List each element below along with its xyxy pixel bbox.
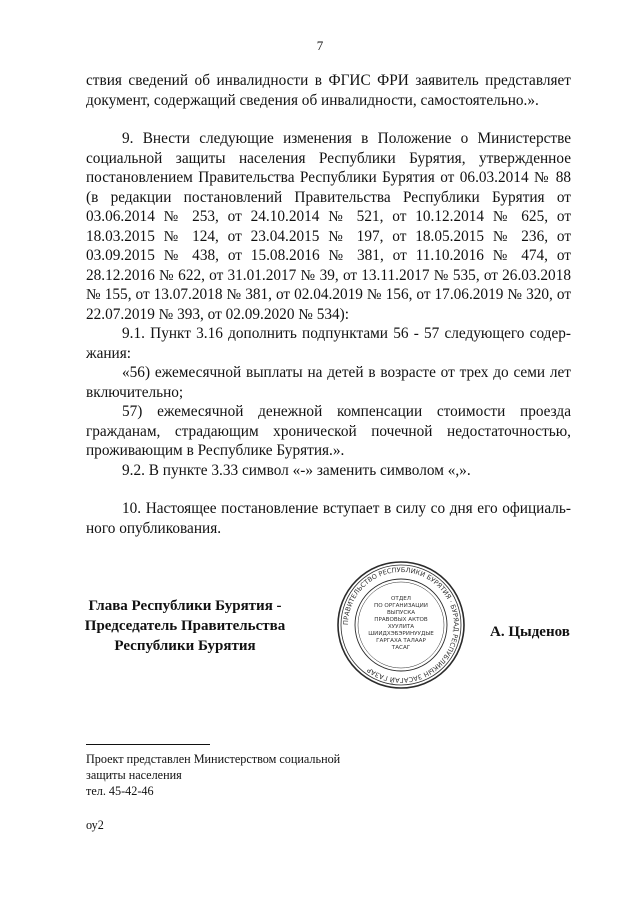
footnote (86, 751, 340, 799)
signatory-position-line: Глава Республики Бурятия - (88, 598, 282, 614)
seal-center-line: ШИИДХЭБЭРИНУУДЫЕ (368, 631, 434, 637)
seal-center-line: ГАРГАХА ТАЛААР (376, 638, 426, 644)
footnote-divider (86, 744, 210, 745)
paragraph-item-9-2: 9.2. В пункте 3.33 символ «-» заменить символом «,». (122, 461, 471, 479)
paragraph-item-9-1: 9.1. Пункт 3.16 дополнить подпунктами 56 - 57 следующего содержания: (86, 325, 571, 362)
seal-ring-text: ПРАВИТЕЛЬСТВО РЕСПУБЛИКИ БУРЯТИЯ · БУРЯАД РЕСПУБЛИКЫН ЗАСАГАЙ ГАЗАР (341, 565, 461, 685)
seal-center-line: ОТДЕЛ (391, 596, 411, 602)
official-seal (336, 560, 466, 690)
paragraph-subitem-56: «56) ежемесячной выплаты на детей в возрасте от трех до семи лет включительно; (86, 364, 571, 401)
paragraph-item-10: 10. Настоящее постановление вступает в силу со дня его официального опубликования. (86, 500, 571, 537)
seal-center-line: ТАСАГ (391, 645, 411, 651)
paragraph-item-9: 9. Внести следующие изменения в Положение о Министерстве социальной защиты населения Республики Бурятия, утвержденное постановлением Правительства Республики Бурятия от 06.03.2014 № 88 (в редакции постановлений Правительства Республики Бурятия от 03.06.2014 № 253, от 24.10.2014 № 521, от 10.12.2014 № 625, от 18.03.2015 № 124, от 23.04.2015 № 197, от 18.05.2015 № 236, от 03.09.2015 № 438, от 15.08.2016 № 381, от 11.10.2016 № 474, от 28.12.2016 № 622, от 31.01.2017 № 39, от 13.11.2017 № 535, от 26.03.2018 № 155, от 13.07.2018 № 381, от 02.04.2019 № 156, от 17.06.2019 № 320, от 22.07.2019 № 393, от 02.09.2020 № 534): (86, 130, 571, 323)
document-body (86, 71, 571, 538)
signatory-position-line: Председатель Правительства (84, 618, 286, 634)
paragraph-subitem-57: 57) ежемесячной денежной компенсации стоимости проезда гражданам, страдающим хронической почечной недостаточностью, проживающим в Республике Бурятия.». (86, 403, 571, 459)
signatory-position-line: Республики Бурятия (114, 638, 256, 654)
seal-center-line: ПРАВОВЫХ АКТОВ (374, 617, 428, 623)
footnote-line: защиты населения (86, 768, 182, 782)
seal-center-line: ВЫПУСКА (386, 610, 416, 616)
footnote-line: Проект представлен Министерством социальной (86, 752, 341, 766)
paragraph-continuation: ствия сведений об инвалидности в ФГИС ФРИ заявитель представляет документ, содержащий сведения об инвалидности, самостоятельно.». (86, 72, 571, 109)
seal-center-line: ПО ОРГАНИЗАЦИИ (374, 603, 428, 609)
footnote-line: тел. 45-42-46 (86, 784, 154, 798)
seal-center-line: ХУУЛИТА (387, 624, 415, 630)
signatory-position (80, 596, 290, 656)
signatory-name: А. Цыденов (490, 624, 570, 640)
document-code: оу2 (86, 818, 104, 832)
page-number: 7 (316, 38, 324, 53)
